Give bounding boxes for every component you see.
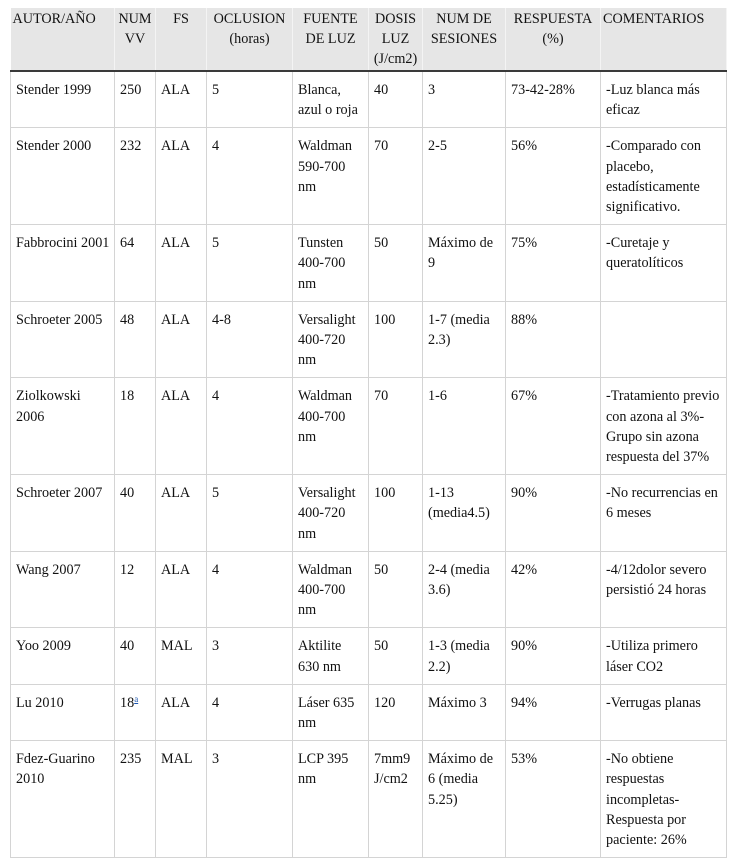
results-table	[10, 8, 727, 858]
cell-respuesta: 67%	[506, 378, 601, 475]
cell-oclusion: 4	[207, 684, 293, 740]
cell-num-vv: 18	[115, 378, 156, 475]
table-row	[11, 475, 727, 552]
cell-oclusion: 5	[207, 475, 293, 552]
header-dosis: DOSIS LUZ (J/cm2)	[369, 8, 423, 71]
cell-fuente: Waldman 590-700 nm	[293, 128, 369, 225]
cell-comentarios: -Tratamiento previo con azona al 3%- Grupo sin azona respuesta del 37%	[601, 378, 727, 475]
cell-num-vv: 12	[115, 551, 156, 628]
cell-fs: ALA	[156, 684, 207, 740]
cell-oclusion: 5	[207, 71, 293, 128]
num-vv-value: 18	[120, 694, 135, 711]
cell-comentarios: -4/12dolor severo persistió 24 horas	[601, 551, 727, 628]
cell-autor: Stender 2000	[11, 128, 115, 225]
cell-oclusion: 4	[207, 128, 293, 225]
cell-respuesta: 90%	[506, 475, 601, 552]
cell-sesiones: 1-3 (media 2.2)	[423, 628, 506, 684]
cell-dosis: 50	[369, 225, 423, 302]
cell-autor: Wang 2007	[11, 551, 115, 628]
cell-comentarios: -Verrugas planas	[601, 684, 727, 740]
cell-num-vv: 64	[115, 225, 156, 302]
cell-fs: ALA	[156, 301, 207, 378]
cell-num-vv: 40	[115, 628, 156, 684]
cell-oclusion: 4	[207, 378, 293, 475]
cell-fs: ALA	[156, 475, 207, 552]
header-comentarios: COMENTARIOS	[601, 8, 727, 71]
header-oclusion: OCLUSION (horas)	[207, 8, 293, 71]
table-row	[11, 301, 727, 378]
cell-autor: Fdez-Guarino 2010	[11, 741, 115, 858]
cell-num-vv: 48	[115, 301, 156, 378]
header-fuente: FUENTE DE LUZ	[293, 8, 369, 71]
cell-dosis: 100	[369, 301, 423, 378]
cell-autor: Yoo 2009	[11, 628, 115, 684]
table-body	[11, 71, 727, 858]
header-row	[11, 8, 727, 71]
cell-sesiones: Máximo de 9	[423, 225, 506, 302]
cell-autor: Lu 2010	[11, 684, 115, 740]
cell-num-vv: 40	[115, 475, 156, 552]
cell-comentarios: -Luz blanca más eficaz	[601, 71, 727, 128]
table-row	[11, 378, 727, 475]
header-sesiones: NUM DE SESIONES	[423, 8, 506, 71]
cell-num-vv: 235	[115, 741, 156, 858]
cell-comentarios: -Curetaje y queratolíticos	[601, 225, 727, 302]
cell-respuesta: 42%	[506, 551, 601, 628]
cell-dosis: 50	[369, 628, 423, 684]
header-respuesta: RESPUESTA (%)	[506, 8, 601, 71]
header-autor: AUTOR/AÑO	[11, 8, 115, 71]
cell-dosis: 7mm9 J/cm2	[369, 741, 423, 858]
cell-oclusion: 4-8	[207, 301, 293, 378]
cell-autor: Schroeter 2007	[11, 475, 115, 552]
cell-autor: Ziolkowski 2006	[11, 378, 115, 475]
cell-fuente: Blanca, azul o roja	[293, 71, 369, 128]
header-fs: FS	[156, 8, 207, 71]
cell-dosis: 70	[369, 128, 423, 225]
cell-num-vv: 250	[115, 71, 156, 128]
cell-sesiones: 1-7 (media 2.3)	[423, 301, 506, 378]
cell-oclusion: 5	[207, 225, 293, 302]
cell-fs: ALA	[156, 128, 207, 225]
cell-dosis: 100	[369, 475, 423, 552]
cell-fs: ALA	[156, 71, 207, 128]
cell-oclusion: 3	[207, 628, 293, 684]
cell-fs: MAL	[156, 628, 207, 684]
table-row	[11, 225, 727, 302]
table-row	[11, 71, 727, 128]
cell-fuente: Waldman 400-700 nm	[293, 378, 369, 475]
cell-fs: ALA	[156, 225, 207, 302]
cell-comentarios: -Comparado con placebo, estadísticamente significativo.	[601, 128, 727, 225]
cell-fuente: Versalight 400-720 nm	[293, 301, 369, 378]
cell-respuesta: 53%	[506, 741, 601, 858]
cell-comentarios: -No recurrencias en 6 meses	[601, 475, 727, 552]
cell-sesiones: Máximo de 6 (media 5.25)	[423, 741, 506, 858]
footnote-link[interactable]: a	[134, 693, 139, 704]
cell-fuente: Tunsten 400-700 nm	[293, 225, 369, 302]
cell-respuesta: 88%	[506, 301, 601, 378]
cell-fuente: Láser 635 nm	[293, 684, 369, 740]
cell-comentarios	[601, 301, 727, 378]
cell-dosis: 70	[369, 378, 423, 475]
table-row	[11, 684, 727, 740]
cell-fs: ALA	[156, 551, 207, 628]
cell-num-vv	[115, 684, 156, 740]
table-row	[11, 741, 727, 858]
cell-fuente: LCP 395 nm	[293, 741, 369, 858]
cell-fs: ALA	[156, 378, 207, 475]
cell-fuente: Versalight 400-720 nm	[293, 475, 369, 552]
cell-comentarios: -No obtiene respuestas incompletas- Respuesta por paciente: 26%	[601, 741, 727, 858]
cell-fs: MAL	[156, 741, 207, 858]
cell-dosis: 50	[369, 551, 423, 628]
cell-respuesta: 56%	[506, 128, 601, 225]
cell-respuesta: 94%	[506, 684, 601, 740]
cell-fuente: Waldman 400-700 nm	[293, 551, 369, 628]
cell-comentarios: -Utiliza primero láser CO2	[601, 628, 727, 684]
cell-autor: Fabbrocini 2001	[11, 225, 115, 302]
cell-oclusion: 3	[207, 741, 293, 858]
cell-sesiones: 3	[423, 71, 506, 128]
cell-sesiones: 1-6	[423, 378, 506, 475]
cell-respuesta: 73-42-28%	[506, 71, 601, 128]
cell-sesiones: 2-4 (media 3.6)	[423, 551, 506, 628]
cell-sesiones: 2-5	[423, 128, 506, 225]
cell-autor: Schroeter 2005	[11, 301, 115, 378]
cell-num-vv: 232	[115, 128, 156, 225]
cell-dosis: 120	[369, 684, 423, 740]
table-row	[11, 628, 727, 684]
table-row	[11, 128, 727, 225]
cell-oclusion: 4	[207, 551, 293, 628]
cell-respuesta: 75%	[506, 225, 601, 302]
table-row	[11, 551, 727, 628]
cell-sesiones: 1-13 (media4.5)	[423, 475, 506, 552]
header-num-vv: NUM VV	[115, 8, 156, 71]
cell-sesiones: Máximo 3	[423, 684, 506, 740]
cell-autor: Stender 1999	[11, 71, 115, 128]
cell-fuente: Aktilite 630 nm	[293, 628, 369, 684]
cell-dosis: 40	[369, 71, 423, 128]
cell-respuesta: 90%	[506, 628, 601, 684]
